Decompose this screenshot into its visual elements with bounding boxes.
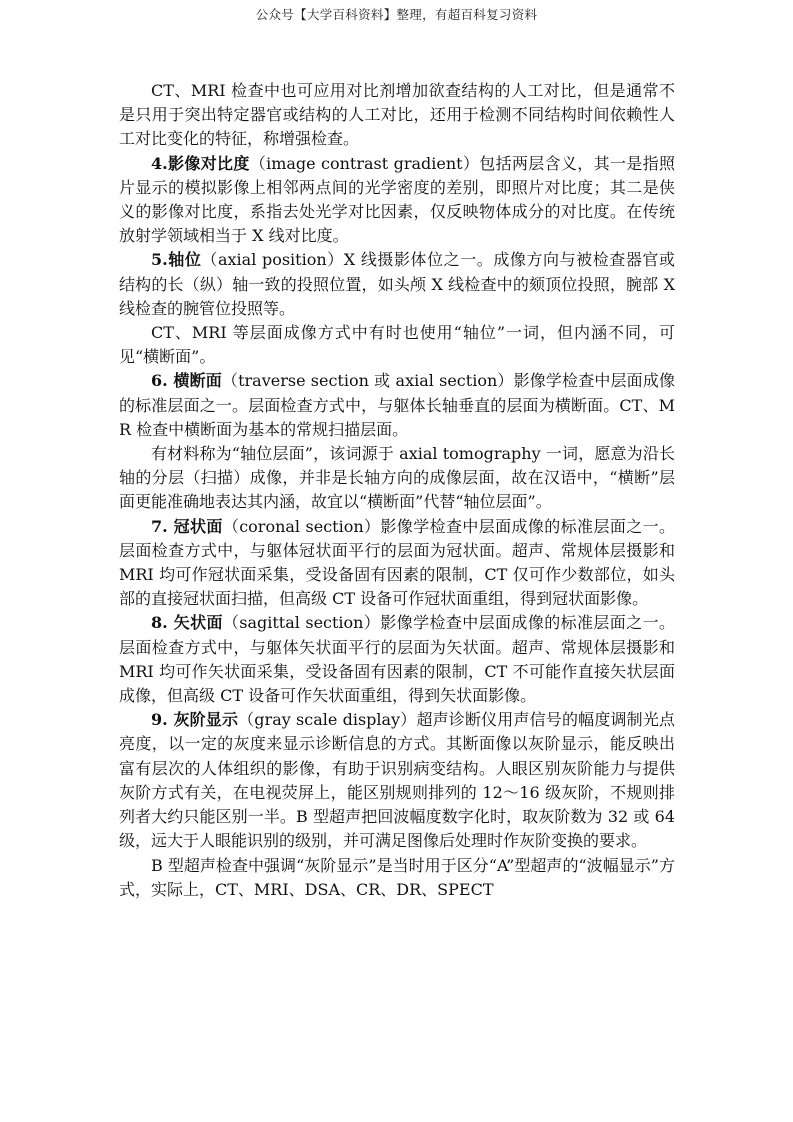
- document-body: [119, 79, 675, 902]
- paragraph-text: CT、MRI 等层面成像方式中有时也使用“轴位”一词，但内涵不同，可见“横断面”。: [119, 323, 675, 367]
- paragraph-text: （traverse section 或 axial section）影像学检查中层面成像的标准层面之一。层面检查方式中，与躯体长轴垂直的层面为横断面。CT、MR 检查中横断面为基本的常规扫描层面。: [119, 371, 675, 439]
- term-heading: 5.轴位: [151, 250, 202, 270]
- page-header: 公众号【大学百科资料】整理，有超百科复习资料: [255, 7, 538, 22]
- paragraph-gray-scale-note: [119, 854, 675, 902]
- paragraph-gray-scale-display: [119, 708, 675, 853]
- term-heading: 8. 矢状面: [151, 613, 223, 633]
- term-heading: 6. 横断面: [151, 371, 222, 391]
- paragraph-sagittal-section: [119, 611, 675, 708]
- paragraph-text: （image contrast gradient）包括两层含义，其一是指照片显示的模拟影像上相邻两点间的光学密度的差别，即照片对比度；其二是侠义的影像对比度，系指去处光学对比因素，仅反映物体成分的对比度。在传统放射学领域相当于 X 线对比度。: [119, 153, 675, 246]
- paragraph-text: （sagittal section）影像学检查中层面成像的标准层面之一。层面检查方式中，与躯体矢状面平行的层面为矢状面。超声、常规体层摄影和 MRI 均可作矢状面采集，受设备固有因素的限制，CT 不可能作直接矢状层面成像，但高级 CT 设备可作矢状面重组，得到矢状面影像。: [119, 613, 675, 706]
- paragraph-axial-position: [119, 248, 675, 321]
- term-heading: 7. 冠状面: [151, 516, 223, 536]
- paragraph-text: B 型超声检查中强调“灰阶显示”是当时用于区分“A”型超声的“波幅显示”方式，实际上，CT、MRI、DSA、CR、DR、SPECT: [119, 855, 675, 899]
- paragraph-coronal-section: [119, 515, 675, 612]
- paragraph-text: （coronal section）影像学检查中层面成像的标准层面之一。层面检查方式中，与躯体冠状面平行的层面为冠状面。超声、常规体层摄影和 MRI 均可作冠状面采集，受设备固有因素的限制，CT 仅可作少数部位，如头部的直接冠状面扫描，但高级 CT 设备可作冠状面重组，得到冠状面影像。: [119, 516, 675, 609]
- paragraph-transverse-section: [119, 369, 675, 442]
- paragraph-image-contrast: [119, 152, 675, 249]
- paragraph-text: 有材料称为“轴位层面”，该词源于 axial tomography 一词，愿意为沿长轴的分层（扫描）成像，并非是长轴方向的成像层面，故在汉语中，“横断”层面更能准确地表达其内涵，故宜以“横断面”代替“轴位层面”。: [119, 444, 675, 512]
- paragraph-axial-note: [119, 321, 675, 369]
- term-heading: 4.影像对比度: [151, 153, 250, 173]
- paragraph-enhancement: [119, 79, 675, 152]
- paragraph-transverse-note: [119, 442, 675, 515]
- paragraph-text: CT、MRI 检查中也可应用对比剂增加欲查结构的人工对比，但是通常不是只用于突出特定器官或结构的人工对比，还用于检测不同结构时间依赖性人工对比变化的特征，称增强检查。: [119, 81, 675, 149]
- term-heading: 9. 灰阶显示: [151, 710, 239, 730]
- paragraph-text: （gray scale display）超声诊断仪用声信号的幅度调制光点亮度，以一定的灰度来显示诊断信息的方式。其断面像以灰阶显示，能反映出富有层次的人体组织的影像，有助于识别病变结构。人眼区别灰阶能力与提供灰阶方式有关，在电视荧屏上，能区别规则排列的 12～16 级灰阶，不规则排列者大约只能区别一半。B 型超声把回波幅度数字化时，取灰阶数为 32 或 64 级，远大于人眼能识别的级别，并可满足图像后处理时作灰阶变换的要求。: [119, 710, 675, 851]
- paragraph-text: （axial position）X 线摄影体位之一。成像方向与被检查器官或结构的长（纵）轴一致的投照位置，如头颅 X 线检查中的颏顶位投照，腕部 X 线检查的腕管位投照等。: [119, 250, 675, 318]
